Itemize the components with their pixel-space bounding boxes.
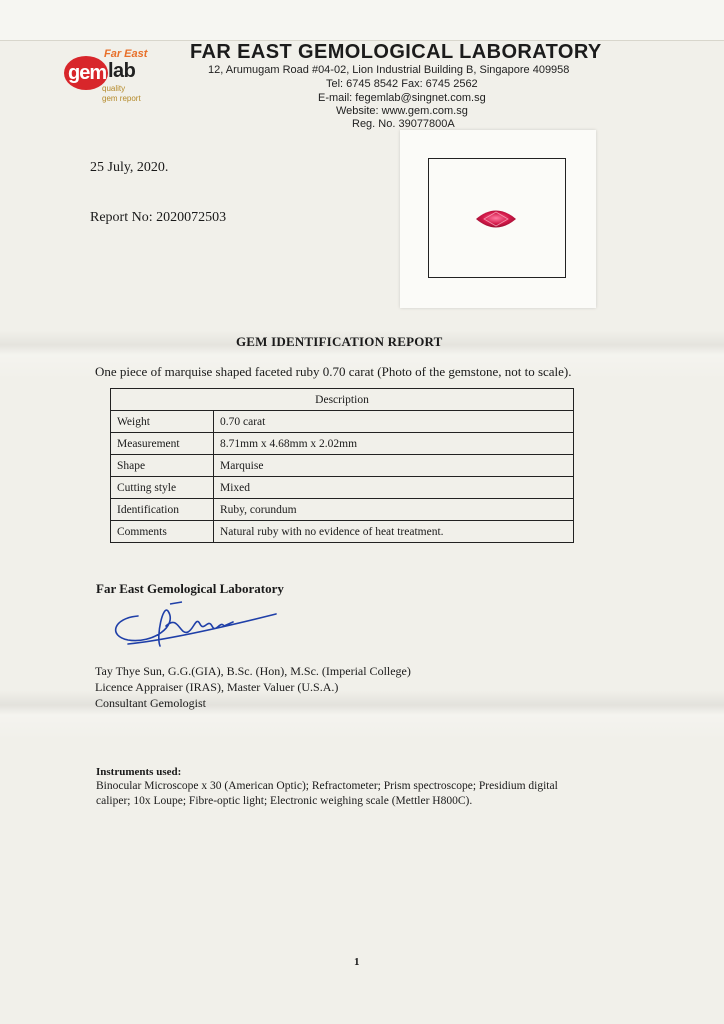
logo-lab-text: lab: [108, 60, 136, 82]
table-row: [111, 411, 574, 433]
lab-reg-no: Reg. No. 39077800A: [352, 118, 455, 130]
row-label: Weight: [111, 411, 214, 433]
gemstone-photo: [400, 130, 596, 308]
lab-email: E-mail: fegemlab@singnet.com.sg: [318, 92, 486, 104]
table-row: [111, 433, 574, 455]
table-row: [111, 521, 574, 543]
row-value: 8.71mm x 4.68mm x 2.02mm: [214, 433, 574, 455]
lab-address: 12, Arumugam Road #04-02, Lion Industrial Building B, Singapore 409958: [208, 64, 570, 76]
logo-tagline-1: quality: [102, 84, 126, 93]
row-value: Ruby, corundum: [214, 499, 574, 521]
lab-name: FAR EAST GEMOLOGICAL LABORATORY: [190, 41, 602, 63]
report-heading: GEM IDENTIFICATION REPORT: [236, 334, 443, 349]
gemlab-logo: [64, 48, 174, 108]
lab-tel-fax: Tel: 6745 8542 Fax: 6745 2562: [326, 78, 478, 90]
row-value: 0.70 carat: [214, 411, 574, 433]
row-label: Cutting style: [111, 477, 214, 499]
handwritten-signature: [108, 596, 288, 660]
lab-website: Website: www.gem.com.sg: [336, 105, 468, 117]
report-number: Report No: 2020072503: [90, 210, 227, 225]
row-value: Mixed: [214, 477, 574, 499]
row-label: Comments: [111, 521, 214, 543]
report-summary: One piece of marquise shaped faceted ruby 0.70 carat (Photo of the gemstone, not to scale).: [95, 364, 572, 379]
top-sheet-edge: [0, 0, 724, 41]
row-label: Measurement: [111, 433, 214, 455]
row-value: Marquise: [214, 455, 574, 477]
report-date: 25 July, 2020.: [90, 160, 169, 175]
page-number: 1: [354, 956, 360, 968]
logo-tagline-2: gem report: [102, 94, 141, 103]
table-header-row: [111, 389, 574, 411]
description-table: [110, 388, 574, 543]
signatory-name: Tay Thye Sun, G.G.(GIA), B.Sc. (Hon), M.Sc. (Imperial College): [95, 664, 411, 678]
row-label: Shape: [111, 455, 214, 477]
instruments-line-1: Binocular Microscope x 30 (American Optic); Refractometer; Prism spectroscope; Presidium digital: [96, 780, 558, 792]
signatory-title: Consultant Gemologist: [95, 696, 206, 710]
logo-gem-text: gem: [68, 62, 107, 84]
signatory-licence: Licence Appraiser (IRAS), Master Valuer (U.S.A.): [95, 680, 339, 694]
table-row: [111, 455, 574, 477]
logo-far-east-text: Far East: [104, 48, 148, 60]
instruments-heading: Instruments used:: [96, 766, 182, 778]
signature-lab-name: Far East Gemological Laboratory: [96, 581, 284, 596]
table-row: [111, 499, 574, 521]
table-row: [111, 477, 574, 499]
row-label: Identification: [111, 499, 214, 521]
table-header: Description: [111, 389, 574, 411]
row-value: Natural ruby with no evidence of heat treatment.: [214, 521, 574, 543]
instruments-line-2: caliper; 10x Loupe; Fibre-optic light; Electronic weighing scale (Mettler H800C).: [96, 795, 473, 807]
ruby-marquise-image: [474, 206, 518, 232]
